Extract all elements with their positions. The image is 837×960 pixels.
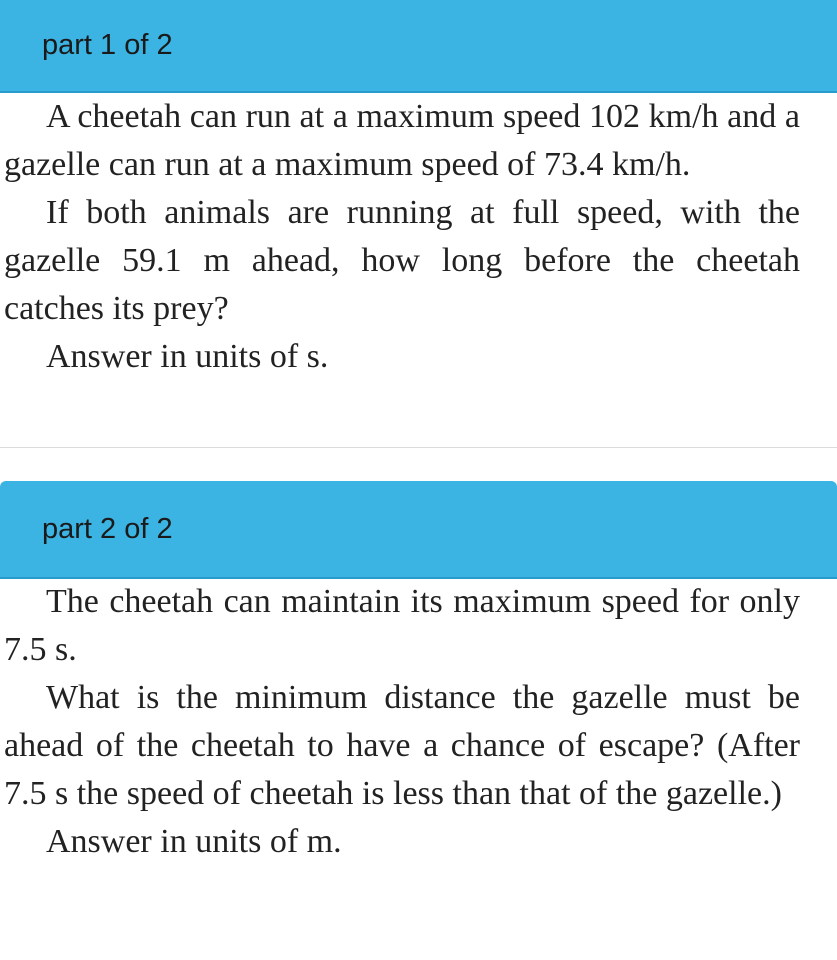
section-divider: [0, 447, 837, 448]
part-2-paragraph-1: The cheetah can maintain its maximum speed for only 7.5 s.: [4, 583, 800, 668]
part-1-answer-prompt: Answer in units of s.: [46, 338, 329, 375]
part-1-title: part 1 of 2: [42, 29, 173, 61]
part-1-question: [4, 93, 800, 381]
part-1-paragraph-2: If both animals are running at full speed, with the gazelle 59.1 m ahead, how long before the cheetah catches its prey?: [4, 194, 800, 327]
part-2-header: [0, 481, 837, 579]
part-2-paragraph-2: What is the minimum distance the gazelle must be ahead of the cheetah to have a chance of escape? (After 7.5 s the speed of cheetah is less than that of the gazelle.): [4, 679, 800, 812]
part-2-title: part 2 of 2: [42, 512, 173, 545]
part-1-header: [0, 0, 837, 93]
part-1-paragraph-1: A cheetah can run at a maximum speed 102 km/h and a gazelle can run at a maximum speed of 73.4 km/h.: [4, 98, 800, 183]
part-2-question: [4, 578, 800, 866]
part-2-answer-prompt: Answer in units of m.: [46, 823, 342, 860]
